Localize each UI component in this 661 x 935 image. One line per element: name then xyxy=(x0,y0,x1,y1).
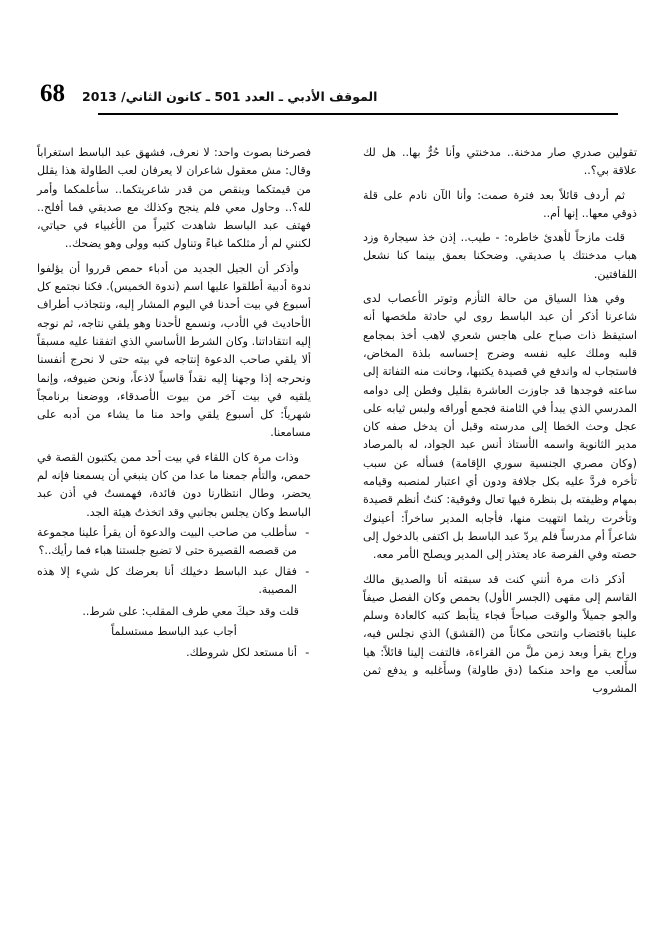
header-rule xyxy=(98,113,618,115)
paragraph: قلت وقد حبكَ معي طرف المقلب: على شرط.. xyxy=(82,605,299,619)
paragraph: وفي هذا السياق من حالة التأزم وتوتر الأعصاب لدى شاعرنا أذكر أن عبد الباسط روى لي حادثة ملخصها أنه استيقظ ذات صباح على هاجس شعري لاهب أخذ بمجامع قلبه وملك عليه نفسه وضرج إحساسه بلذة المخاض، فاستجاب له واندفع في قصيدة يكتبها، وحانت منه التفاتة إلى ساعته فوجدها قد جاوزت العاشرة بقليل وفطن إلى دوامه المدرسي الذي يبدأ في الثامنة فجمع أوراقه ولبس ثيابه على عجل وحث الخطا إلى مدرسته وقبل أن يدخل صفه كان مدير الثانوية واسمه الأستاذ أنس عبد الجواد، له بالمرصاد (وكان مصري الجنسية سوري الإقامة) فسأله عن سبب تأخره فردَّ عليه بكل جلافة ودون أي اعتبار لمنصبه وقيامه بمهام وظيفته بل بنظرة فيها تعال وفوقية: كنتُ أنظم قصيدة وتأخرت ريثما انتهيت منها، فأجابه المدير ساخراً: أعينوك شاعراً أم مدرساً فلم يردّ عبد الباسط بل اكتفى بالدخول إلى حصته وفي الفرصة عاد يعتذر إلى المدير ويصلح الأمر معه. xyxy=(363,292,637,562)
dialogue-item: - أنا مستعد لكل شروطك. xyxy=(186,645,309,659)
paragraph: ثم أردف قائلاً بعد فترة صمت: وأنا الآن نادم على قلة ذوقي معها.. إنها أم.. xyxy=(363,188,637,220)
centered-line: أجاب عبد الباسط مستسلماً xyxy=(111,625,237,639)
paragraph: قلت مازحاً لأهدئ خاطره: - طيب.. إذن خذ سيجارة وزد هباب مدخنتك يا صديقي. وضحكنا بعمق بينما كنا نشعل اللفافتين. xyxy=(363,231,637,281)
page-header xyxy=(40,82,620,112)
dialogue-list xyxy=(37,524,311,599)
paragraph: تقولين صدري صار مدخنة.. مدخنتي وأنا حُرٌّ بها.. هل لك علاقة بي؟.. xyxy=(363,146,637,178)
left-column xyxy=(37,144,311,666)
paragraph: فصرخنا بصوت واحد: لا نعرف، فشهق عبد الباسط استغراباً وقال: مش معقول شاعران لا يعرفان لعب الطاولة هذا يقلل من قيمتكما وينقص من قدر شاعريتكما.. سأعلمكما وأمر لله؟.. وحاول معي فلم ينجح وكذلك مع صديقي فما أفلح.. فهتف عبد الباسط شاهدت كثيراً من الأغبياء في حياتي، لكنني لم أر مثلكما غباءً وتناول كتبه وولى وهو يضحك.. xyxy=(37,146,311,251)
dialogue-item: - سأطلب من صاحب البيت والدعوة أن يقرأ علينا مجموعة من قصصه القصيرة حتى لا تضيع جلستنا هباء فما رأيك..؟ xyxy=(37,525,309,558)
dialogue-list xyxy=(37,644,311,662)
page-number: 68 xyxy=(40,80,65,107)
running-head: الموقف الأدبي ـ العدد 501 ـ كانون الثاني/ 2013 xyxy=(82,89,378,104)
paragraph: أذكر ذات مرة أنني كنت قد سبقته أنا والصديق مالك القاسم إلى مقهى (الجسر الأول) بحمص وكان الفصل صيفاً والجو جميلاً والوقت صباحاً فجاء يتأبط كتبه كالعادة وسلم علينا باقتضاب وانتحى مكاناً من (القشق) الذي نجلس فيه، وراح يقرأ وبعد زمن ملَّ من القراءة، فالتفت إلينا قائلاً: هيا سأَلعب مع واحد منكما (دق طاولة) وسأَغلبه و يدفع ثمن المشروب xyxy=(363,572,637,696)
paragraph: وذات مرة كان اللقاء في بيت أحد ممن يكتبون القصة في حمص، والتأم جمعنا ما عدا من كان ينبغي أن يسمعنا فإنه لم يحضر، وطال انتظارنا دون فائدة، فهمستُ في أذن عبد الباسط وكان يجلس بجانبي وقد اتخذتُ هيئة الجد. xyxy=(37,450,311,519)
right-column xyxy=(363,144,637,705)
paragraph: وأذكر أن الجيل الجديد من أدباء حمص قرروا أن يؤلفوا ندوة أدبية أطلقوا عليها اسم (ندوة الخميس). فكنا نجتمع كل أسبوع في بيت أحدنا في اليوم المشار إليه، ونتجاذب أطراف الأحاديث في الأدب، ونسمع لأحدنا وهو يلقي نتاجه، ثم نوجه إليه انتقاداتنا. وكان الشرط الأساسي الذي اتفقنا عليه مسبقاً ألا يلقي صاحب الدعوة إنتاجه في بيته حتى لا نحرج أنفسنا ونحرجه إذا وجهنا إليه نقداً قاسياً لاذعاً، ونحن ضيوفه، وإنما يلقيه في بيت آخر من بيوت الأصدقاء، ووضعنا برنامجاً شهرياً: كل أسبوع يلقي واحد منا ما يشاء من أدبه على مسامعنا. xyxy=(37,261,311,440)
dialogue-item: - فقال عبد الباسط دخيلك أنا بعرضك كل شيء إلا هذه المصيبة. xyxy=(37,564,309,596)
